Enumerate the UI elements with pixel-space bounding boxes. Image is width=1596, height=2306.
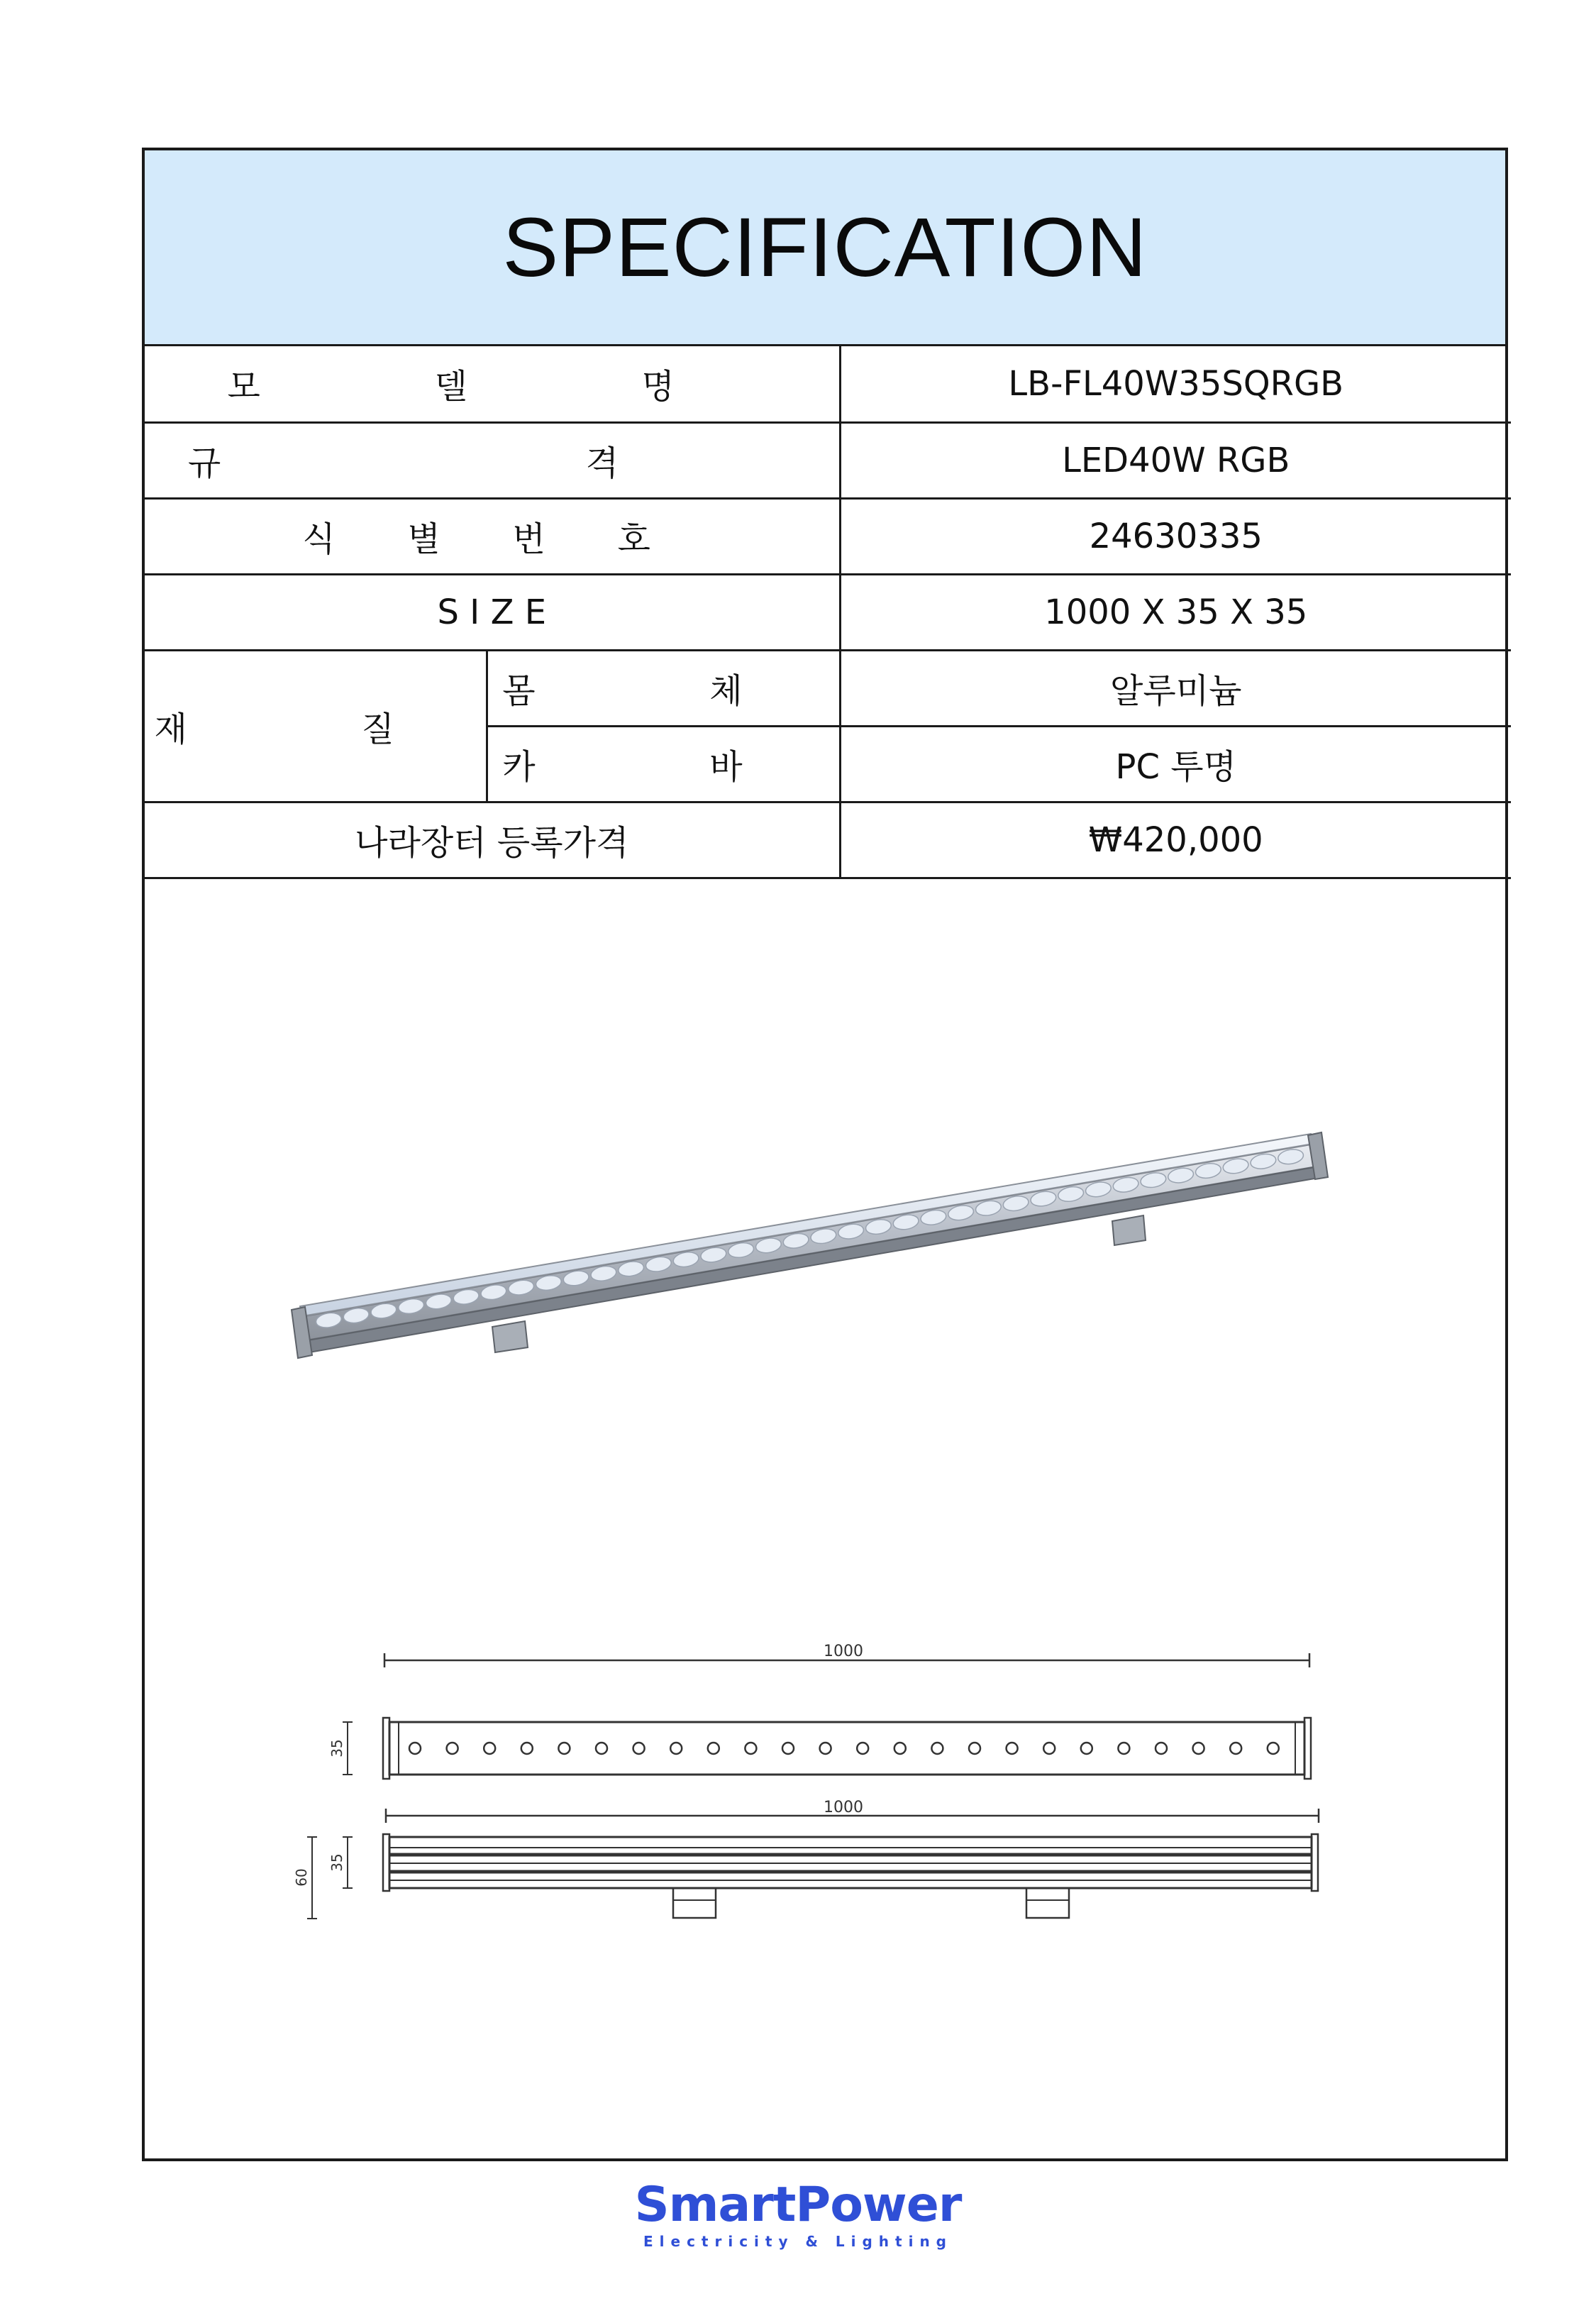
mount-bracket-right — [1026, 1888, 1069, 1918]
table-row-size — [145, 574, 1511, 650]
label-spec: 규 격 — [145, 422, 840, 498]
front-view-drawing — [343, 1653, 1311, 1779]
led-circle — [1118, 1743, 1129, 1754]
dimension-label-top: 1000 — [824, 1643, 863, 1660]
value-body: 알루미늄 — [840, 650, 1511, 726]
dimension-label-side: 1000 — [824, 1799, 863, 1816]
side-view-drawing — [307, 1809, 1319, 1919]
led-circle — [447, 1743, 458, 1754]
value-model: LB-FL40W35SQRGB — [840, 346, 1511, 422]
table-row-material-body — [145, 650, 1511, 726]
brand-name: SmartPower — [634, 2177, 962, 2233]
led-circle — [1193, 1743, 1204, 1754]
led-circle — [782, 1743, 794, 1754]
product-illustration — [145, 897, 1505, 2160]
led-circle — [969, 1743, 980, 1754]
spec-table — [145, 346, 1511, 879]
page-title: SPECIFICATION — [502, 200, 1148, 294]
led-circle — [670, 1743, 682, 1754]
value-size: 1000 X 35 X 35 — [840, 574, 1511, 650]
front-view-led-row — [409, 1743, 1279, 1754]
value-price: ₩420,000 — [840, 802, 1511, 878]
led-circle — [596, 1743, 607, 1754]
led-circle — [708, 1743, 719, 1754]
value-spec: LED40W RGB — [840, 422, 1511, 498]
led-circle — [894, 1743, 906, 1754]
led-circle — [1230, 1743, 1241, 1754]
table-row-model — [145, 346, 1511, 422]
led-circle — [931, 1743, 943, 1754]
label-model: 모 델 명 — [145, 346, 840, 422]
label-cover: 카 바 — [487, 726, 840, 802]
dimension-label-front-height: 35 — [328, 1739, 345, 1758]
value-cover: PC 투명 — [840, 726, 1511, 802]
led-circle — [745, 1743, 756, 1754]
led-circle — [1156, 1743, 1167, 1754]
led-circle — [1007, 1743, 1018, 1754]
label-price: 나라장터 등록가격 — [145, 802, 840, 878]
product-drawing-area — [145, 897, 1505, 2160]
led-bar-render — [292, 1132, 1328, 1358]
led-circle — [820, 1743, 831, 1754]
led-circle — [857, 1743, 868, 1754]
label-body: 몸 체 — [487, 650, 840, 726]
table-row-spec — [145, 422, 1511, 498]
table-row-price — [145, 802, 1511, 878]
led-circle — [484, 1743, 495, 1754]
led-circle — [1043, 1743, 1055, 1754]
spec-sheet — [142, 148, 1508, 2161]
dimension-label-side-height: 35 — [328, 1853, 345, 1872]
led-circle — [409, 1743, 421, 1754]
label-size: S I Z E — [145, 574, 840, 650]
brand-logo — [0, 2177, 1596, 2250]
title-band — [145, 150, 1505, 346]
led-circle — [1268, 1743, 1279, 1754]
value-id: 24630335 — [840, 498, 1511, 574]
led-circle — [521, 1743, 533, 1754]
brand-tagline: Electricity & Lighting — [643, 2233, 953, 2250]
label-material: 재 질 — [145, 650, 487, 802]
mount-bracket-left — [673, 1888, 716, 1918]
led-circle — [633, 1743, 645, 1754]
led-circle — [1081, 1743, 1092, 1754]
dimension-label-total-height: 60 — [293, 1868, 310, 1887]
led-circle — [558, 1743, 570, 1754]
label-id: 식 별 번 호 — [145, 498, 840, 574]
table-row-id — [145, 498, 1511, 574]
